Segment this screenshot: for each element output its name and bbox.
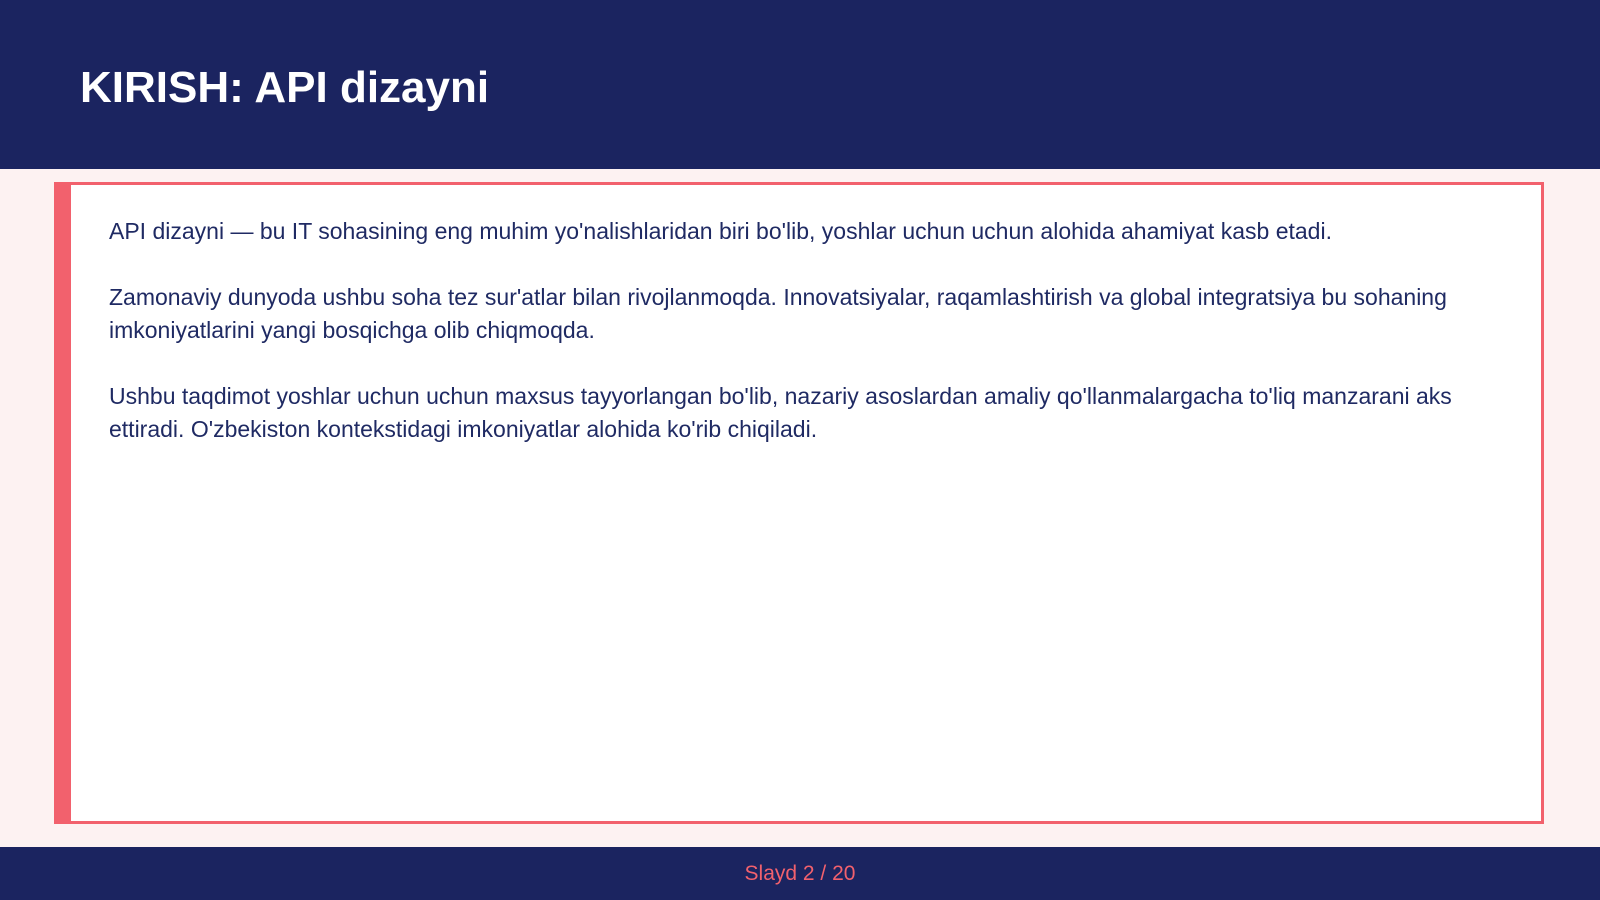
overview-paragraph: Ushbu taqdimot yoshlar uchun uchun maxsus tayyorlangan bo'lib, nazariy asoslardan amaliy qo'llanmalargacha to'liq manzarani aks ettiradi. O'zbekiston kontekstidagi imkoniyatlar alohida ko'rib chiqiladi. [109,383,1452,442]
slide-title: KIRISH: API dizayni [80,63,490,112]
context-paragraph: Zamonaviy dunyoda ushbu soha tez sur'atlar bilan rivojlanmoqda. Innovatsiyalar, raqamlashtirish va global integratsiya bu sohaning imkoniyatlarini yangi bosqichga olib chiqmoqda. [109,284,1447,343]
slide-footer [0,847,1600,900]
slide-counter: Slayd 2 / 20 [744,862,856,885]
slide-header [0,0,1600,169]
content-card [54,182,1544,824]
intro-paragraph: API dizayni — bu IT sohasining eng muhim yo'nalishlaridan biri bo'lib, yoshlar uchun uchun alohida ahamiyat kasb etadi. [109,218,1332,244]
